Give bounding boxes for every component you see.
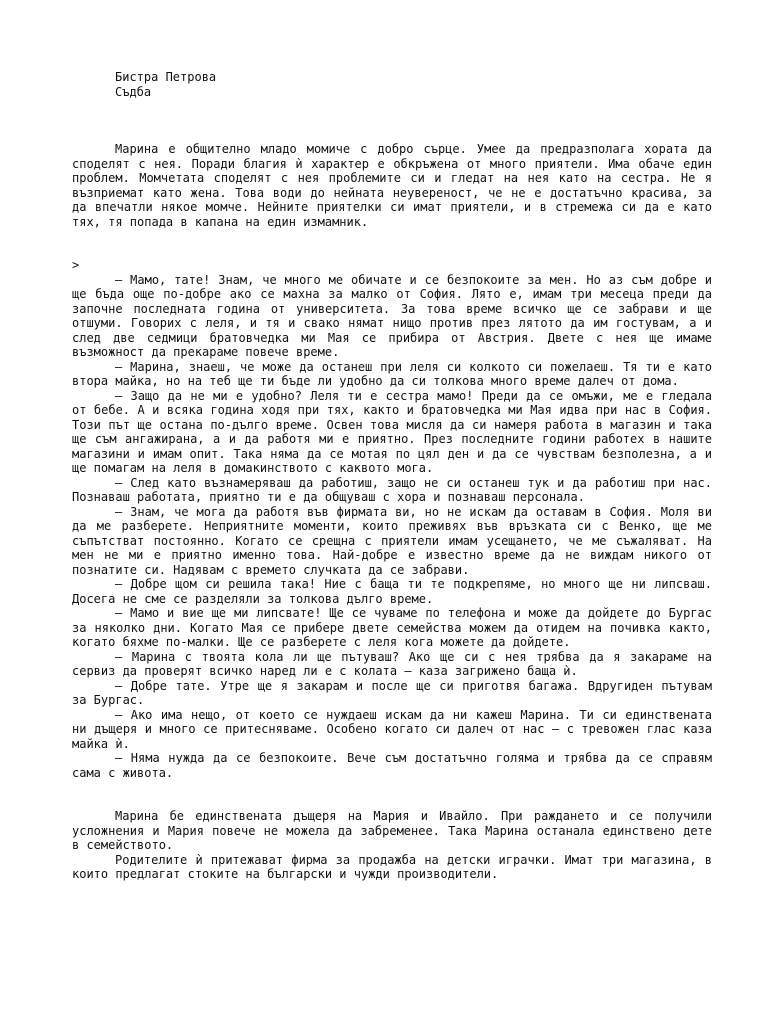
dialogue-line: — Марина, знаеш, че може да останеш при леля си колкото си пожелаеш. Тя ти е като втора майка, но на теб ще ти бъде ли удобно да си толкова много време далеч от дома. <box>72 359 720 388</box>
closing-paragraph: Марина бе единствената дъщеря на Мария и Ивайло. При раждането и се получили усложнения и Мария повече не можела да забременее. Така Марина останала единствено дете в семейството. <box>72 809 720 852</box>
dialogue-line: — Добре щом си решила така! Ние с баща ти те подкрепяме, но много ще ни липсваш. Досега не сме се разделяли за толкова дълго време. <box>72 577 720 606</box>
closing-paragraph: Родителите ѝ притежават фирма за продажба на детски играчки. Имат три магазина, в които предлагат стоките на български и чужди производители. <box>72 852 720 881</box>
story-title: Съдба <box>115 84 152 99</box>
dialogue-line: — Мамо и вие ще ми липсвате! Ще се чуваме по телефона и може да дойдете до Бургас за няколко дни. Когато Мая се прибере двете семейства можем да отидем на почивка както, когато бяхме по-малки. Ще се разберете с леля кога можете да дойдете. <box>72 606 720 649</box>
author-name: Бистра Петрова <box>115 70 217 84</box>
header <box>72 70 712 99</box>
spacer <box>72 229 712 258</box>
intro-paragraph: Марина е общително младо момиче с добро сърце. Умее да предразполага хората да споделят с нея. Поради благия ѝ характер е обкръжена от много приятели. Има обаче един проблем. Момчетата споделят с нея проблемите си и гледат на нея като на сестра. Не я възприемат като жена. Това води до нейната неувереност, че не е достатъчно красива, за да впечатли някое момче. Нейните приятелки си имат приятели, и в стремежа си да е като тях, тя попада в капана на един измамник. <box>72 142 720 229</box>
dialogue-line: — Няма нужда да се безпокоите. Вече съм достатъчно голяма и трябва да се справям сама с живота. <box>72 751 720 780</box>
dialogue-line: — Знам, че мога да работя във фирмата ви, но не искам да оставам в София. Моля ви да ме разберете. Неприятните моменти, които преживях във връзката си с Венко, ще ме съпътстват постоянно. Когато се срещна с приятели имам усещането, че ме съжаляват. На мен не ми е приятно именно това. Най-добре е известно време да не виждам никого от познатите си. Надявам с времето случката да се забрави. <box>72 504 720 577</box>
dialogue-line: — Добре тате. Утре ще я закарам и после ще си приготвя багажа. Вдругиден пътувам за Бургас. <box>72 678 720 707</box>
dialogue-line: — Марина с твоята кола ли ще пътуваш? Ако ще си с нея трябва да я закараме на сервиз да проверят всичко наред ли е с колата — каза загрижено баща ѝ. <box>72 649 720 678</box>
section-marker: > <box>72 258 80 272</box>
dialogue-section <box>72 272 720 781</box>
dialogue-line: — Защо да не ми е удобно? Леля ти е сестра мамо! Преди да се омъжи, ме е гледала от бебе. А и всяка година ходя при тях, както и братовчедка ми Мая идва при нас в София. Този път ще остана по-дълго време. Освен това мисля да си намеря работа в магазин и така ще съм ангажирана, а и да работя ми е приятно. През последните години работех в нашите магазини и имам опит. Така няма да се мотая по цял ден и да се чувствам безполезна, а и ще помагам на леля в домакинството с каквото мога. <box>72 388 720 475</box>
document-page <box>72 70 720 882</box>
dialogue-line: — След като възнамеряваш да работиш, защо не си останеш тук и да работиш при нас. Познаваш работата, приятно ти е да общуваш с хора и познаваш персонала. <box>72 475 720 504</box>
dialogue-line: — Ако има нещо, от което се нуждаеш искам да ни кажеш Марина. Ти си единствената ни дъщеря и много се притесняваме. Особено когато си далеч от нас — с тревожен глас каза майка ѝ. <box>72 707 720 751</box>
dialogue-line: — Мамо, тате! Знам, че много ме обичате и се безпокоите за мен. Но аз съм добре и ще бъда още по-добре ако се махна за малко от София. Лято е, имам три месеца преди да започне последната година от университета. За това време всичко ще се забрави и ще отшуми. Говорих с леля, и тя и свако нямат нищо против през лятото да им гостувам, а и след две седмици братовчедка ми Мая се прибира от Австрия. Двете с нея ще имаме възможност да прекараме повече време. <box>72 272 720 359</box>
spacer <box>72 99 712 142</box>
closing-section <box>72 809 720 882</box>
spacer <box>72 780 712 809</box>
